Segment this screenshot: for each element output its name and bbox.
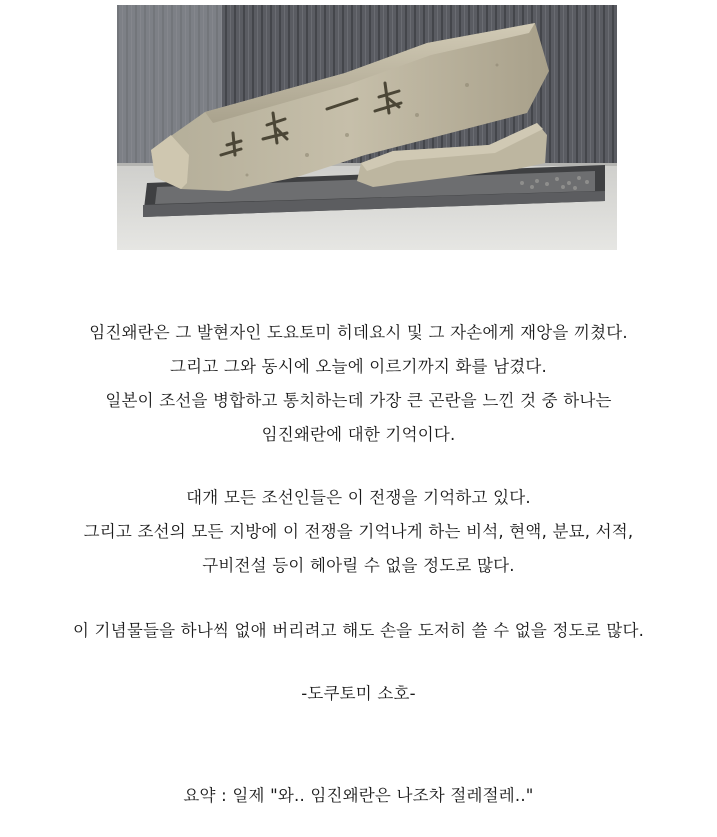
summary: [0, 779, 717, 813]
stele-photo: [117, 5, 617, 250]
text-line: 임진왜란에 대한 기억이다.: [261, 425, 456, 444]
author-line: -도쿠토미 소호-: [301, 684, 416, 703]
text-line: 그리고 그와 동시에 오늘에 이르기까지 화를 남겼다.: [169, 357, 548, 376]
summary-line: 요약 : 일제 "와.. 임진왜란은 나조차 절레절레..": [183, 786, 534, 805]
paragraph-3: [0, 614, 717, 648]
text-line: 구비전설 등이 헤아릴 수 없을 정도로 많다.: [202, 556, 515, 575]
text-line: 임진왜란은 그 발현자인 도요토미 히데요시 및 그 자손에게 재앙을 끼쳤다.: [89, 323, 628, 342]
attribution: [0, 677, 717, 711]
text-line: 그리고 조선의 모든 지방에 이 전쟁을 기억나게 하는 비석, 현액, 분묘, 서적,: [83, 522, 634, 541]
text-line: 일본이 조선을 병합하고 통치하는데 가장 큰 곤란을 느낀 것 중 하나는: [105, 391, 612, 410]
text-line: 대개 모든 조선인들은 이 전쟁을 기억하고 있다.: [186, 488, 531, 507]
paragraph-1: [0, 316, 717, 452]
paragraph-2: [0, 481, 717, 583]
text-line: 이 기념물들을 하나씩 없애 버리려고 해도 손을 도저히 쓸 수 없을 정도로 많다.: [72, 621, 645, 640]
